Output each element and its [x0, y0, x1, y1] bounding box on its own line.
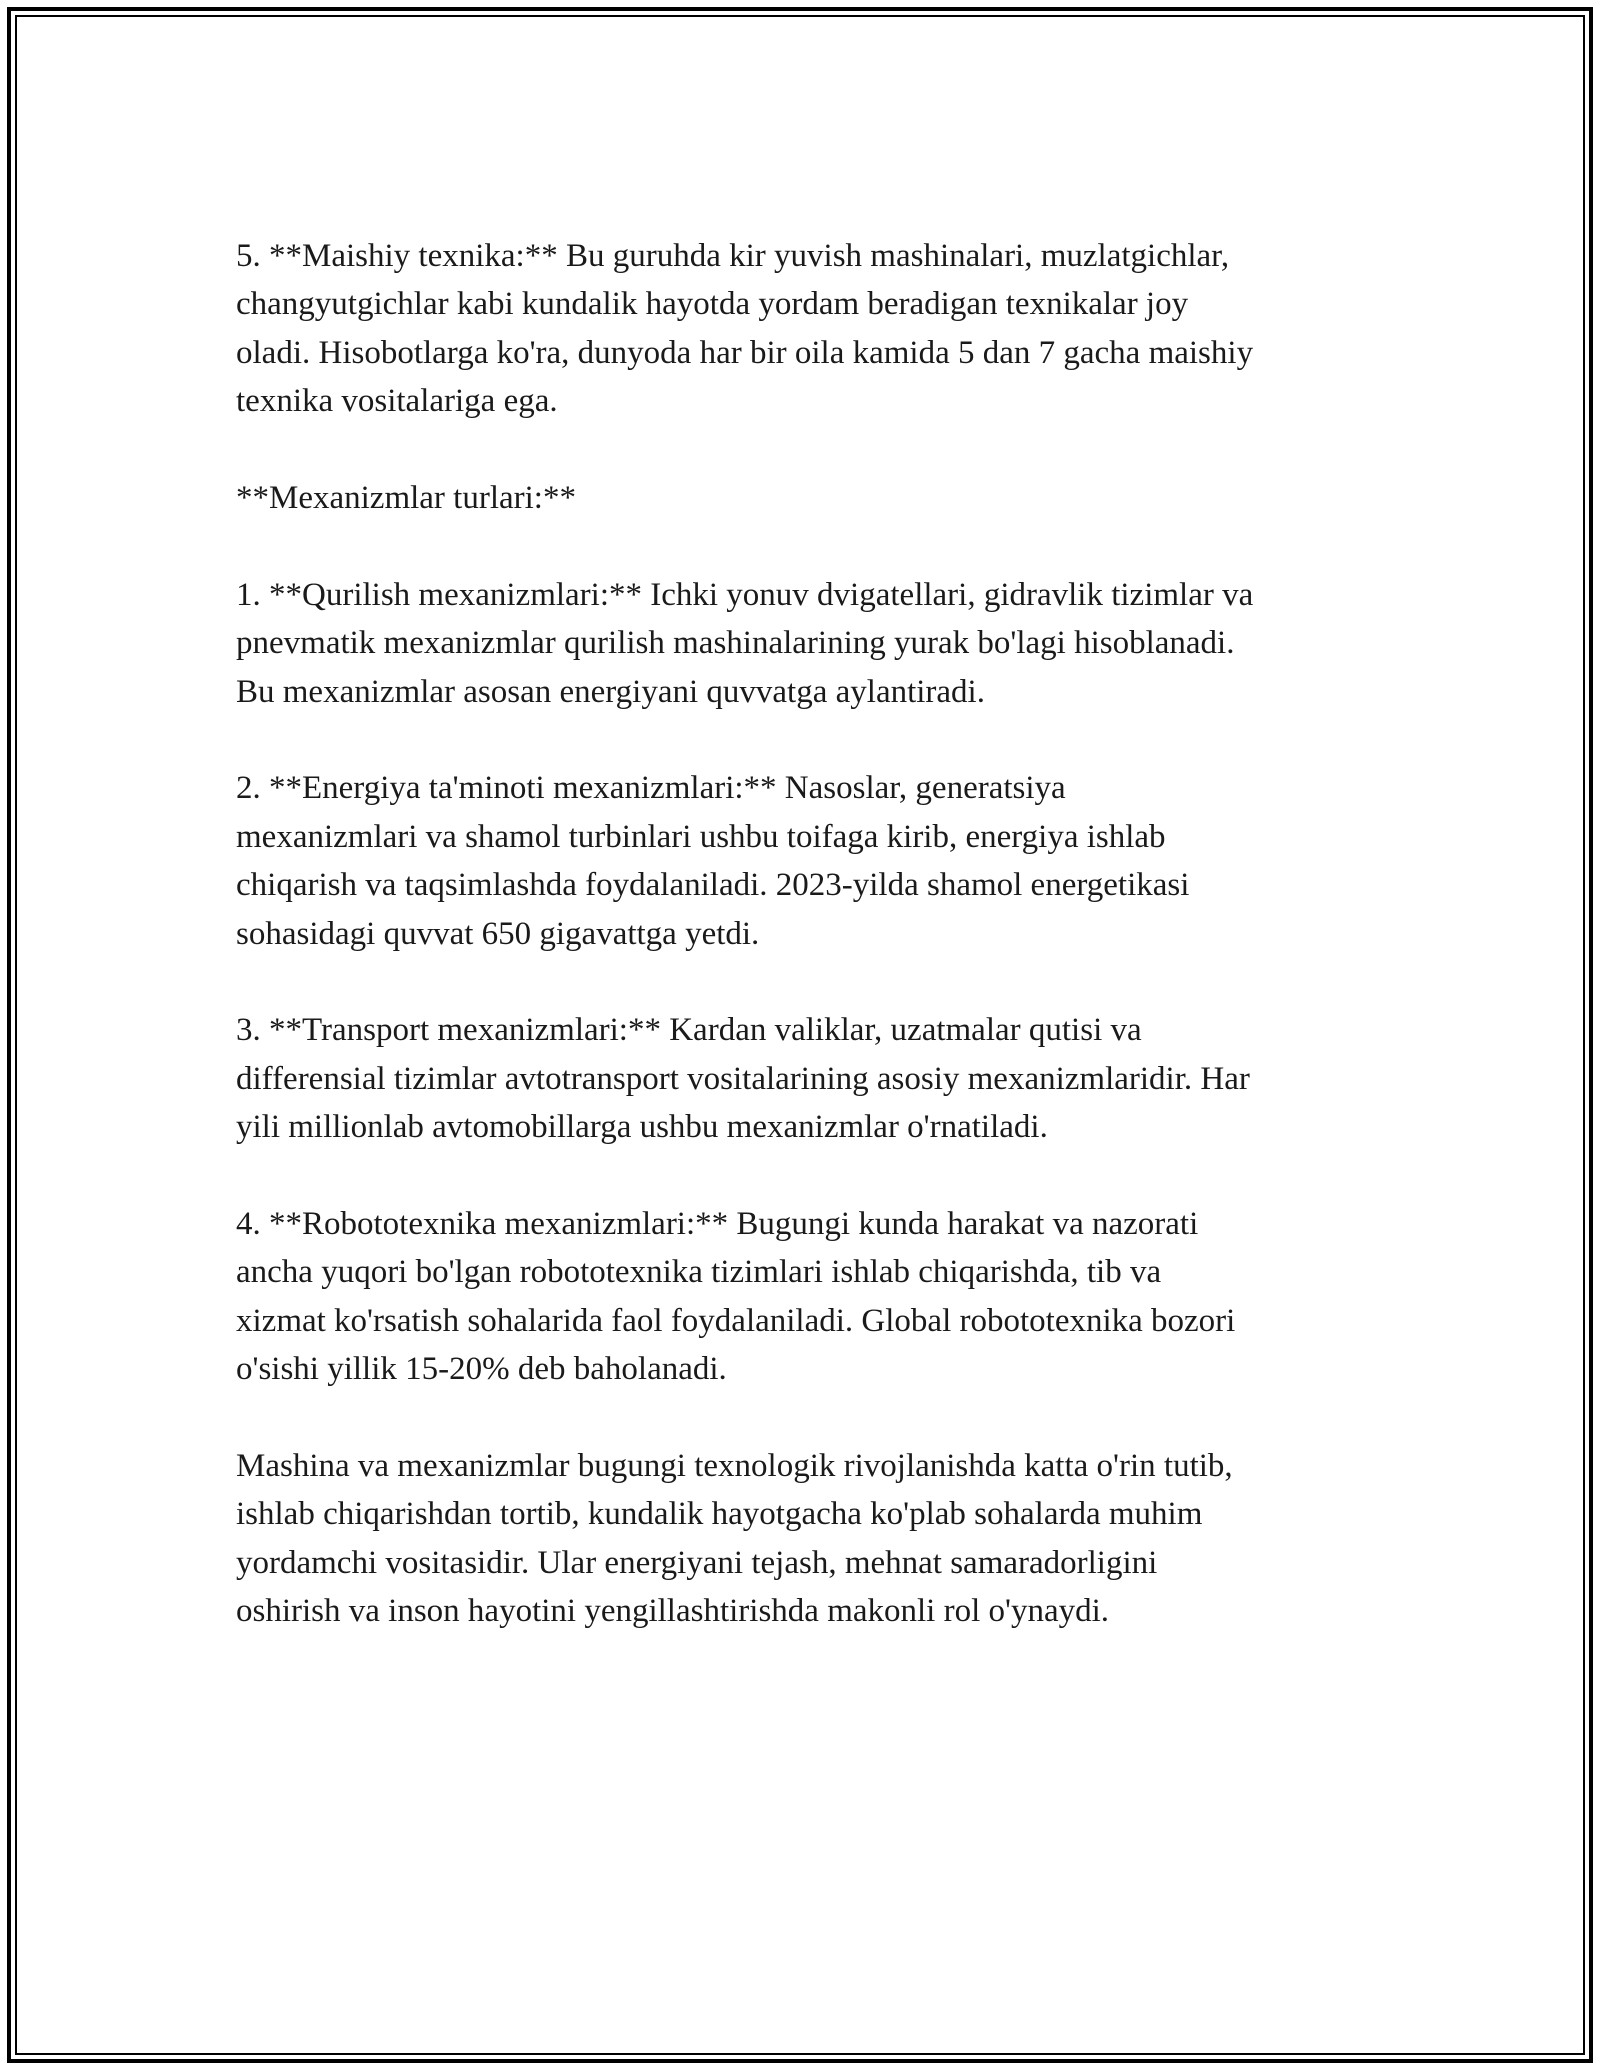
paragraph-conclusion [236, 1442, 1386, 1636]
text-line: changyutgichlar kabi kundalik hayotda yordam beradigan texnikalar joy [236, 286, 1189, 323]
section-heading-text: **Mexanizmlar turlari:** [236, 480, 576, 517]
text-line: ancha yuqori bo'lgan robototexnika tizimlari ishlab chiqarishda, tib va [236, 1254, 1162, 1291]
text-line: 3. **Transport mexanizmlari:** Kardan valiklar, uzatmalar qutisi va [236, 1012, 1142, 1049]
text-line: ishlab chiqarishdan tortib, kundalik hayotgacha ko'plab sohalarda muhim [236, 1496, 1203, 1533]
text-line: yordamchi vositasidir. Ular energiyani tejash, mehnat samaradorligini [236, 1544, 1158, 1581]
text-line: xizmat ko'rsatish sohalarida faol foydalaniladi. Global robototexnika bozori [236, 1302, 1236, 1339]
text-line: yili millionlab avtomobillarga ushbu mexanizmlar o'rnatiladi. [236, 1109, 1048, 1146]
text-line: differensial tizimlar avtotransport vositalarining asosiy mexanizmlaridir. Har [236, 1060, 1250, 1097]
text-line: Bu mexanizmlar asosan energiyani quvvatga aylantiradi. [236, 673, 985, 710]
text-line: 5. **Maishiy texnika:** Bu guruhda kir yuvish mashinalari, muzlatgichlar, [236, 238, 1230, 274]
text-line: 4. **Robototexnika mexanizmlari:** Bugungi kunda harakat va nazorati [236, 1206, 1199, 1243]
paragraph-energiya [236, 764, 1386, 958]
paragraph-robototexnika [236, 1200, 1386, 1394]
text-line: texnika vositalariga ega. [236, 383, 558, 420]
text-line: 2. **Energiya ta'minoti mexanizmlari:** Nasoslar, generatsiya [236, 770, 1066, 807]
paragraph-maishiy-texnika [236, 232, 1386, 426]
text-line: pnevmatik mexanizmlar qurilish mashinalarining yurak bo'lagi hisoblanadi. [236, 625, 1235, 662]
document-body [236, 232, 1386, 1636]
section-heading [236, 474, 1386, 522]
text-line: oladi. Hisobotlarga ko'ra, dunyoda har bir oila kamida 5 dan 7 gacha maishiy [236, 334, 1254, 371]
text-line: oshirish va inson hayotini yengillashtirishda makonli rol o'ynaydi. [236, 1593, 1110, 1630]
text-line: 1. **Qurilish mexanizmlari:** Ichki yonuv dvigatellari, gidravlik tizimlar va [236, 576, 1254, 613]
text-line: Mashina va mexanizmlar bugungi texnologik rivojlanishda katta o'rin tutib, [236, 1448, 1233, 1485]
paragraph-qurilish [236, 571, 1386, 716]
text-line: mexanizmlari va shamol turbinlari ushbu toifaga kirib, energiya ishlab [236, 818, 1166, 855]
text-line: o'sishi yillik 15-20% deb baholanadi. [236, 1351, 727, 1388]
text-line: chiqarish va taqsimlashda foydalaniladi. 2023-yilda shamol energetikasi [236, 867, 1190, 904]
paragraph-transport [236, 1006, 1386, 1151]
text-line: sohasidagi quvvat 650 gigavattga yetdi. [236, 915, 760, 952]
